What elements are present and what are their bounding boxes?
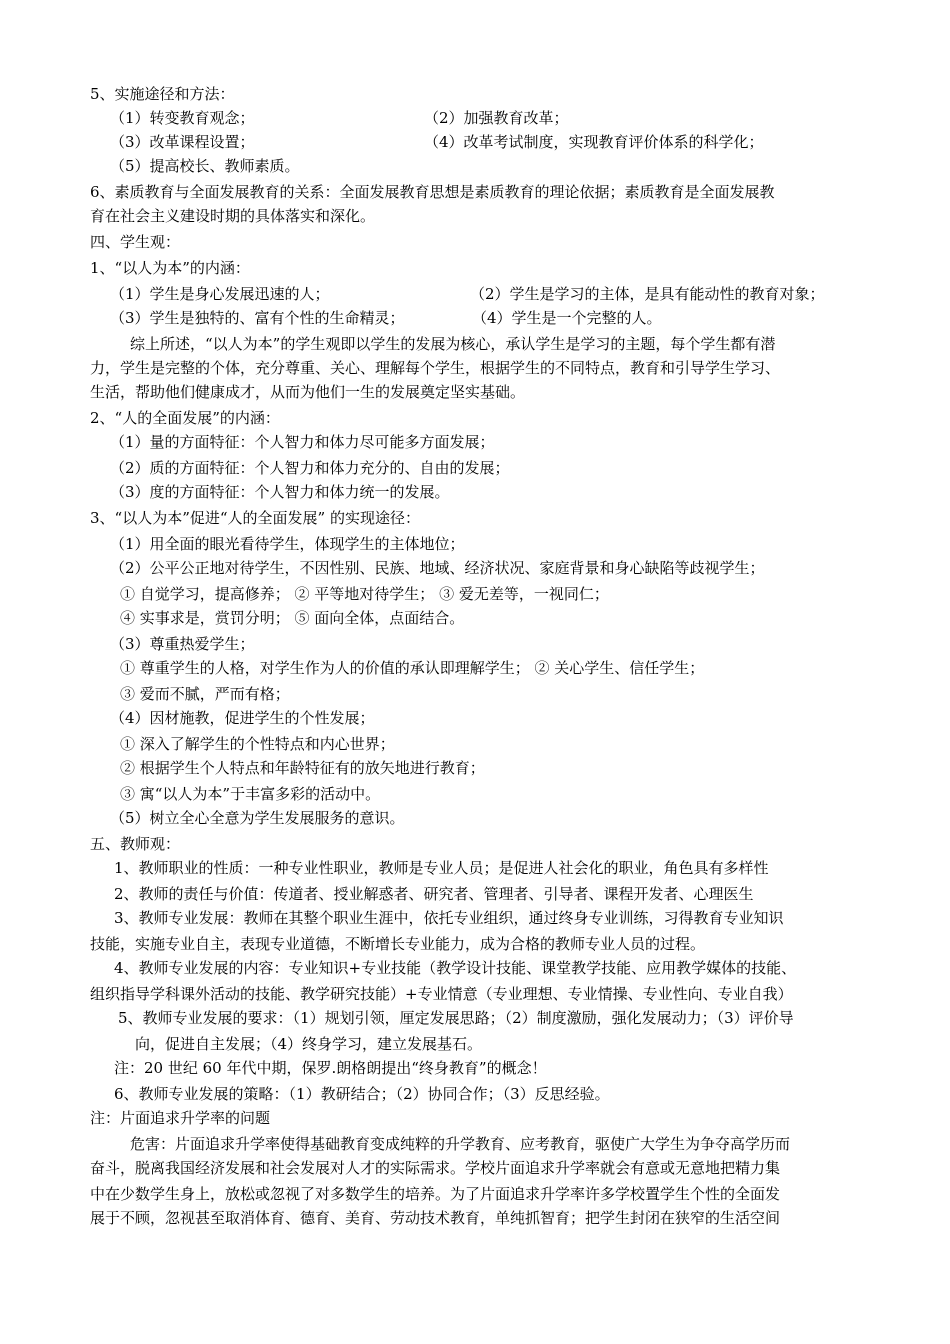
text-line-p2: 2、“人的全面发展”的内涵：	[90, 409, 280, 427]
text-line-p1-3: （3）学生是独特的、富有个性的生命精灵；	[110, 309, 405, 327]
text-line-s5-5: （5）提高校长、教师素质。	[110, 157, 300, 175]
text-line-n4: 展于不顾，忽视甚至取消体育、德育、美育、劳动技术教育，单纯抓智育；把学生封闭在狭窄的生活空间	[90, 1209, 781, 1227]
text-line-s5-1: （1）转变教育观念；	[110, 109, 255, 127]
text-line-p2-2: （2）质的方面特征：个人智力和体力充分的、自由的发展；	[110, 459, 510, 477]
text-line-s5-3: （3）改革课程设置；	[110, 133, 255, 151]
text-line-s5-1-right: （2）加强教育改革；	[424, 109, 569, 127]
text-line-p3-3: （3）尊重热爱学生；	[110, 635, 255, 653]
text-line-t2: 2、教师的责任与价值：传道者、授业解惑者、研究者、管理者、引导者、课程开发者、心理医生	[114, 885, 754, 903]
text-line-h4: 四、学生观：	[90, 233, 181, 251]
text-line-p1-1-right: （2）学生是学习的主体，是具有能动性的教育对象；	[470, 285, 825, 303]
text-line-p1-s2: 力，学生是完整的个体，充分尊重、关心、理解每个学生，根据学生的不同特点，教育和引导学生学习、	[90, 359, 781, 377]
text-line-p3-2a: ① 自觉学习，提高修养； ② 平等地对待学生； ③ 爱无差等，一视同仁；	[120, 585, 609, 603]
text-line-p3-4a: ① 深入了解学生的个性特点和内心世界；	[120, 735, 395, 753]
text-line-p3-4b: ② 根据学生个人特点和年龄特征有的放矢地进行教育；	[120, 759, 485, 777]
text-line-s5-3-right: （4）改革考试制度，实现教育评价体系的科学化；	[424, 133, 764, 151]
text-line-p1-1: （1）学生是身心发展迅速的人；	[110, 285, 330, 303]
text-line-t1: 1、教师职业的性质：一种专业性职业，教师是专业人员；是促进人社会化的职业，角色具有多样性	[114, 859, 769, 877]
text-line-s6-b: 育在社会主义建设时期的具体落实和深化。	[90, 207, 376, 225]
text-line-p1-s1: 综上所述，“以人为本”的学生观即以学生的发展为核心，承认学生是学习的主题，每个学生都有潜	[130, 335, 776, 353]
text-line-n1: 危害：片面追求升学率使得基础教育变成纯粹的升学教育、应考教育，驱使广大学生为争夺高学历而	[130, 1135, 791, 1153]
text-line-p3-2b: ④ 实事求是，赏罚分明； ⑤ 面向全体，点面结合。	[120, 609, 465, 627]
text-line-s5-title: 5、实施途径和方法：	[90, 85, 235, 103]
text-line-t-note: 注：20 世纪 60 年代中期，保罗.朗格朗提出“终身教育”的概念！	[114, 1059, 547, 1077]
text-line-n2: 奋斗，脱离我国经济发展和社会发展对人才的实际需求。学校片面追求升学率就会有意或无意地把精力集	[90, 1159, 781, 1177]
text-line-t3a: 3、教师专业发展：教师在其整个职业生涯中，依托专业组织，通过终身专业训练，习得教育专业知识	[114, 909, 784, 927]
text-line-note: 注：片面追求升学率的问题	[90, 1109, 271, 1127]
text-line-p2-3: （3）度的方面特征：个人智力和体力统一的发展。	[110, 483, 450, 501]
text-line-p3-5: （5）树立全心全意为学生发展服务的意识。	[110, 809, 405, 827]
text-line-t3b: 技能，实施专业自主，表现专业道德，不断增长专业能力，成为合格的教师专业人员的过程。	[90, 935, 706, 953]
text-line-p1-s3: 生活，帮助他们健康成才，从而为他们一生的发展奠定坚实基础。	[90, 383, 526, 401]
text-line-p3-2: （2）公平公正地对待学生，不因性别、民族、地域、经济状况、家庭背景和身心缺陷等歧视学生；	[110, 559, 765, 577]
text-line-p3-4: （4）因材施教，促进学生的个性发展；	[110, 709, 375, 727]
text-line-t6: 6、教师专业发展的策略：（1）教研结合；（2）协同合作；（3）反思经验。	[114, 1085, 610, 1103]
text-line-n3: 中在少数学生身上，放松或忽视了对多数学生的培养。为了片面追求升学率许多学校置学生个性的全面发	[90, 1185, 781, 1203]
text-line-h5: 五、教师观：	[90, 835, 181, 853]
text-line-t4a: 4、教师专业发展的内容：专业知识+专业技能（教学设计技能、课堂教学技能、应用教学媒体的技能、	[114, 959, 797, 977]
text-line-t5b: 向，促进自主发展；（4）终身学习，建立发展基石。	[135, 1035, 483, 1053]
text-line-p3-3b: ③ 爱而不腻，严而有格；	[120, 685, 290, 703]
text-line-p1: 1、“以人为本”的内涵：	[90, 259, 250, 277]
text-line-p3: 3、“以人为本”促进“人的全面发展” 的实现途径：	[90, 509, 420, 527]
text-line-s6-a: 6、素质教育与全面发展教育的关系：全面发展教育思想是素质教育的理论依据；素质教育是全面发展教	[90, 183, 775, 201]
text-line-t5a: 5、教师专业发展的要求：（1）规划引领，厘定发展思路；（2）制度激励，强化发展动力；（3）评价导	[118, 1009, 794, 1027]
text-line-p3-1: （1）用全面的眼光看待学生，体现学生的主体地位；	[110, 535, 465, 553]
text-line-t4b: 组织指导学科课外活动的技能、教学研究技能）+专业情意（专业理想、专业情操、专业性向、专业自我）	[90, 985, 793, 1003]
text-line-p3-3a: ① 尊重学生的人格，对学生作为人的价值的承认即理解学生； ② 关心学生、信任学生；	[120, 659, 705, 677]
text-line-p1-3-right: （4）学生是一个完整的人。	[472, 309, 662, 327]
text-line-p2-1: （1）量的方面特征：个人智力和体力尽可能多方面发展；	[110, 433, 495, 451]
text-line-p3-4c: ③ 寓“以人为本”于丰富多彩的活动中。	[120, 785, 381, 803]
